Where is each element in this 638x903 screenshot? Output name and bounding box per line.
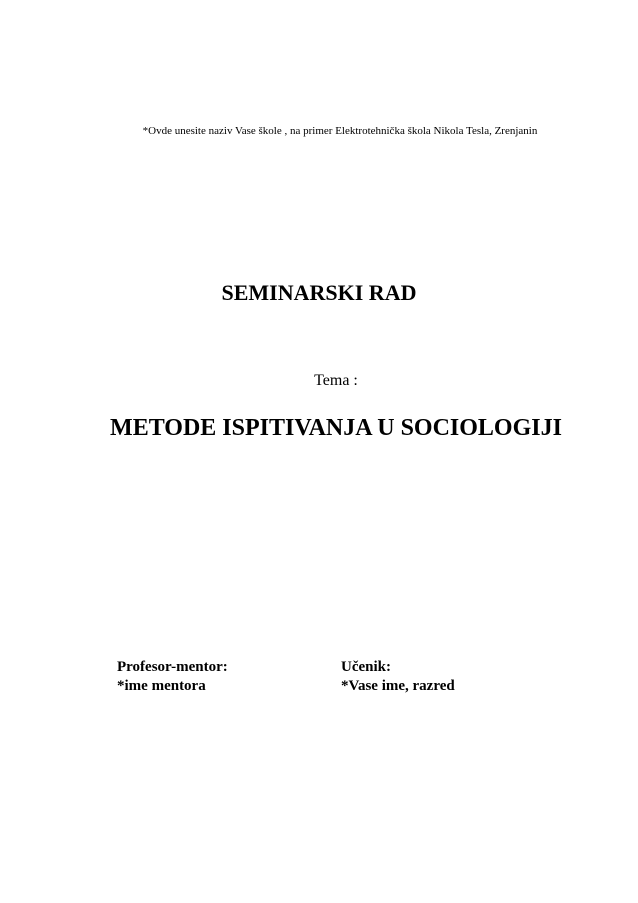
topic-label: Tema : (314, 372, 358, 389)
student-name: *Vase ime, razred (341, 678, 455, 694)
student-signature-block (341, 658, 455, 696)
mentor-name: *ime mentora (117, 678, 206, 694)
mentor-label: Profesor-mentor: (117, 659, 228, 675)
topic-title: METODE ISPITIVANJA U SOCIOLOGIJI (110, 415, 562, 441)
document-type-heading: SEMINARSKI RAD (221, 280, 417, 305)
school-name-note: *Ovde unesite naziv Vase škole , na primer Elektrotehnička škola Nikola Tesla, Zrenjanin (142, 125, 538, 137)
student-label: Učenik: (341, 659, 391, 675)
mentor-signature-block (117, 658, 228, 696)
